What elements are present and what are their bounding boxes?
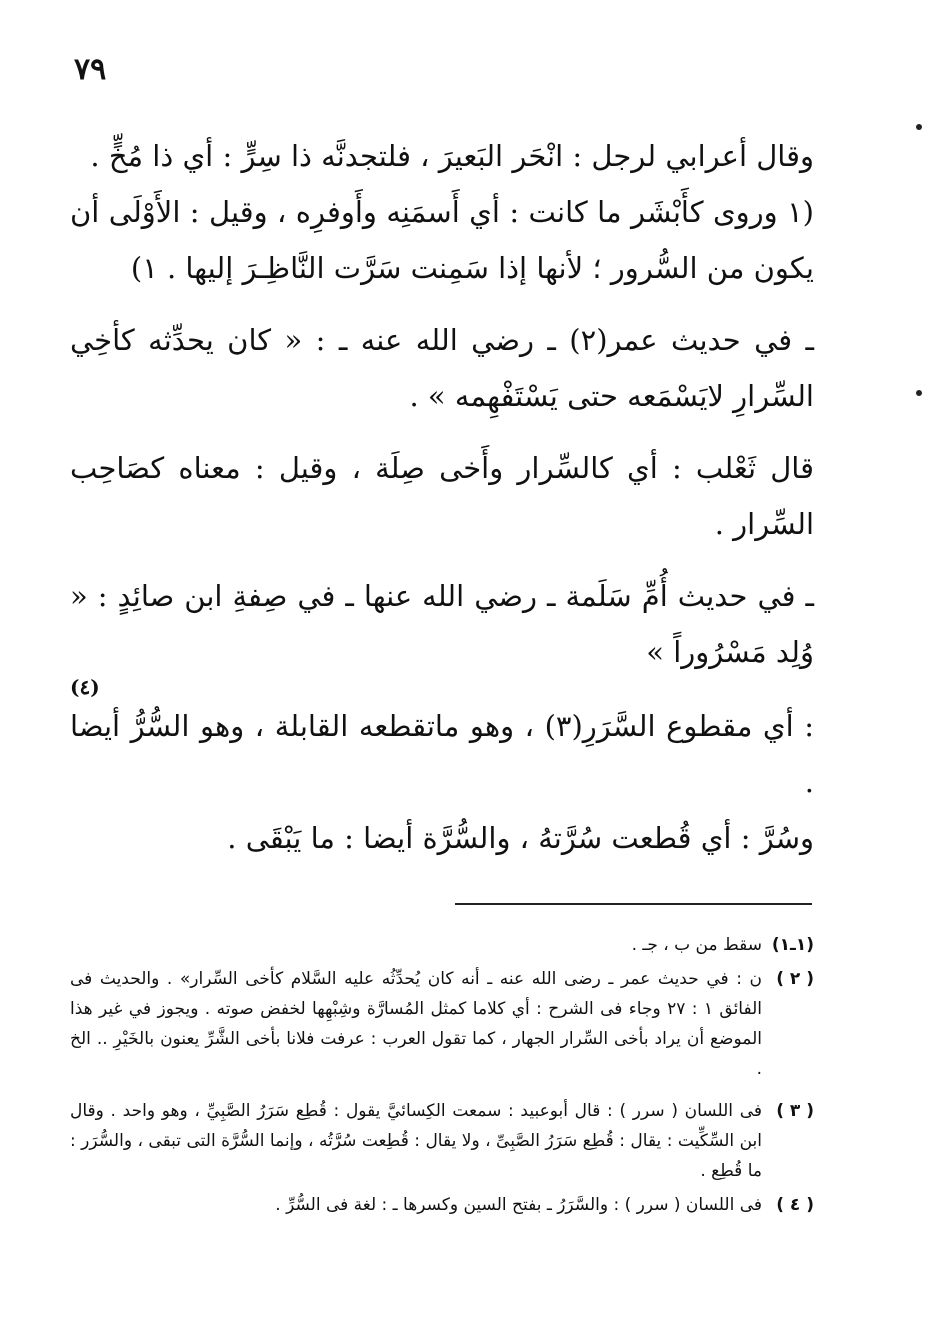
footnote-number: ( ٣ ) [776,1101,814,1121]
paragraph-arabi: وقال أعرابي لرجل : انْحَر البَعيرَ ، فلتجدنَّه ذا سِرٍّ : أي ذا مُخٍّ . [90,139,814,173]
footnote-2 [70,964,814,1084]
footnote-text: فى اللسان ( سرر ) : والسَّرَرُ ـ بفتح السين وكسرها ـ : لغة فى السُّرِّ . [275,1195,762,1215]
footnote-4 [70,1190,814,1220]
footnote-3 [70,1096,814,1186]
footnote-marker-4: (٤) [70,675,100,699]
footnote-text: ن : في حديث عمر ـ رضى الله عنه ـ أنه كان يُحدِّثُه عليه السَّلام كأخى السِّرار» . والحديث فى الفائق ١ : ٢٧ وجاء فى الشرح : أي كلاما كمثل المُسارَّة وشِبْهِها لخفض صوته . ويجوز في غير هذا الموضع أن يراد بأخى السِّرار الجهار ، كما تقول العرب : عرفت فلانا بأخى الشَّرِّ يعنون بالخَيْرِ .. الخ . [70,969,762,1079]
footnote-divider [455,903,812,905]
footnote-number: (١ـ١) [771,935,814,955]
footnote-number: ( ٤ ) [776,1195,814,1215]
paragraph-maqtu: : أي مقطوع السَّرَرِ(٣) ، وهو ماتقطعه القابلة ، وهو السُّرُّ أيضا . [70,709,814,799]
page-number: ٧٩ [74,52,107,87]
paragraph-hadith-umm-salama: ـ في حديث أُمِّ سَلَمة ـ رضي الله عنها ـ في صِفةِ ابن صائِدٍ : « وُلِد مَسْرُوراً » [70,579,814,669]
main-text [70,128,814,866]
margin-dot-top [916,124,922,130]
paragraph-surra: وسُرَّ : أي قُطعت سُرَّتهُ ، والسُّرَّة أيضا : ما يَبْقَى . [227,821,814,855]
footnotes [70,930,814,1224]
paragraph-thaalab: قال ثَعْلب : أي كالسِّرار وأَخى صِلَة ، وقيل : معناه كصَاحِب السِّرار . [70,451,814,541]
footnote-number: ( ٢ ) [776,969,814,989]
footnote-text: سقط من ب ، جـ . [631,935,762,955]
footnote-text: فى اللسان ( سرر ) : قال أبوعبيد : سمعت الكِسائيَّ يقول : قُطِع سَرَرُ الصَّبِيِّ ، وهو واحد . وقال ابن السِّكِّيت : يقال : قُطِع سَرَرُ الصَّبِىِّ ، ولا يقال : قُطِعت سُرَّتُه ، وإنما السُّرَّة التى تبقى ، والسُّرَر : ما قُطِع . [70,1101,762,1181]
paragraph-hadith-umar: ـ في حديث عمر(٢) ـ رضي الله عنه ـ : « كان يحدِّثه كأخِي السِّرارِ لايَسْمَعه حتى يَسْتَفْهِمه » . [70,323,815,413]
paragraph-absar: (١ وروى كأَبْشَر ما كانت : أي أَسمَنِه وأَوفرِه ، وقيل : الأَوْلَى أن يكون من السُّرور ؛ لأنها إذا سَمِنت سَرَّت النَّاظِـرَ إليها . ١) [70,195,814,285]
margin-dot-middle [916,390,922,396]
footnote-1 [70,930,814,960]
